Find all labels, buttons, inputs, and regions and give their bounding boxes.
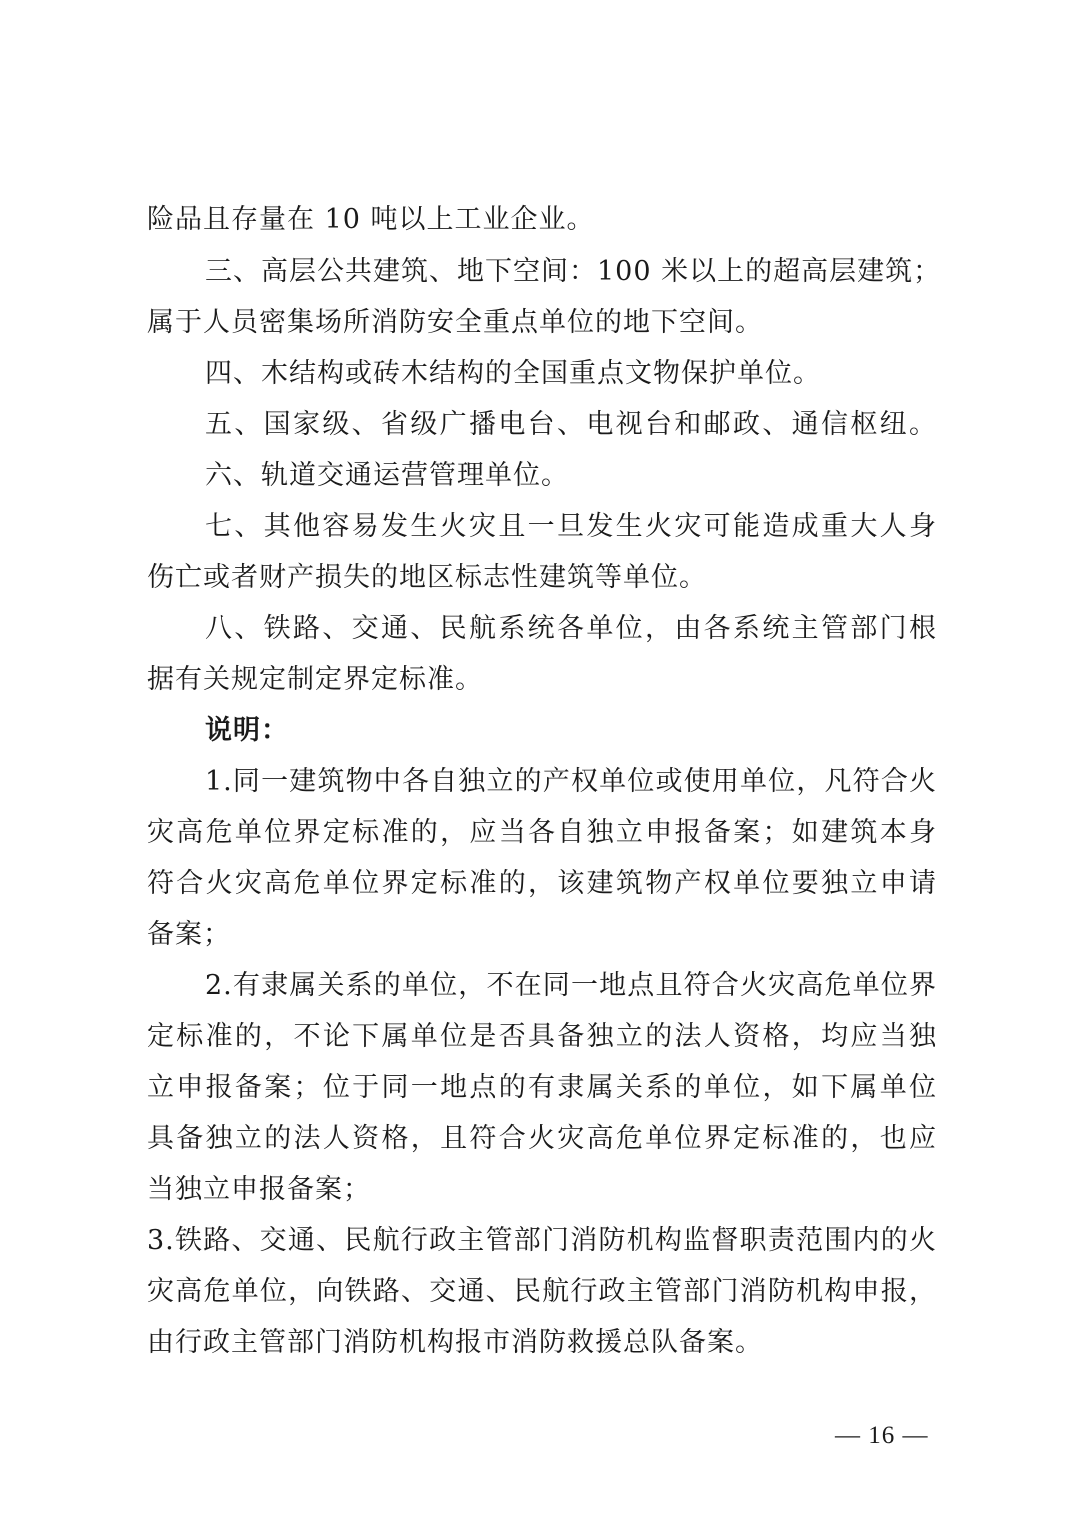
note-text-line: 备案； [147, 919, 231, 950]
body-text-line: 三、高层公共建筑、地下空间：100 米以上的超高层建筑； [205, 256, 942, 287]
body-text-line: 六、轨道交通运营管理单位。 [205, 460, 569, 491]
note-text-line: 具备独立的法人资格，且符合火灾高危单位界定标准的，也应 [147, 1123, 937, 1154]
note-text-line: 3.铁路、交通、民航行政主管部门消防机构监督职责范围内的火 [147, 1225, 937, 1256]
note-text-line: 灾高危单位界定标准的，应当各自独立申报备案；如建筑本身 [147, 817, 937, 848]
body-text-line: 七、其他容易发生火灾且一旦发生火灾可能造成重大人身 [205, 511, 937, 542]
note-text-line: 灾高危单位，向铁路、交通、民航行政主管部门消防机构申报， [147, 1276, 937, 1307]
note-text-line: 立申报备案；位于同一地点的有隶属关系的单位，如下属单位 [147, 1072, 937, 1103]
note-text-line: 由行政主管部门消防机构报市消防救援总队备案。 [147, 1327, 763, 1358]
note-text-line: 2.有隶属关系的单位，不在同一地点且符合火灾高危单位界 [205, 970, 937, 1001]
note-text-line: 当独立申报备案； [147, 1174, 371, 1205]
body-text-line: 险品且存量在 10 吨以上工业企业。 [147, 204, 595, 235]
body-text-line: 据有关规定制定界定标准。 [147, 664, 483, 695]
page-number: — 16 — [835, 1422, 929, 1449]
note-text-line: 符合火灾高危单位界定标准的，该建筑物产权单位要独立申请 [147, 868, 937, 899]
body-text-line: 属于人员密集场所消防安全重点单位的地下空间。 [147, 307, 763, 338]
body-text-line: 八、铁路、交通、民航系统各单位，由各系统主管部门根 [205, 613, 937, 644]
body-text-line: 伤亡或者财产损失的地区标志性建筑等单位。 [147, 562, 707, 593]
note-text-line: 1.同一建筑物中各自独立的产权单位或使用单位，凡符合火 [205, 766, 937, 797]
note-text-line: 定标准的，不论下属单位是否具备独立的法人资格，均应当独 [147, 1021, 937, 1052]
body-text-line: 四、木结构或砖木结构的全国重点文物保护单位。 [205, 358, 821, 389]
notes-heading: 说明： [205, 715, 289, 746]
body-text-line: 五、国家级、省级广播电台、电视台和邮政、通信枢纽。 [205, 409, 937, 440]
